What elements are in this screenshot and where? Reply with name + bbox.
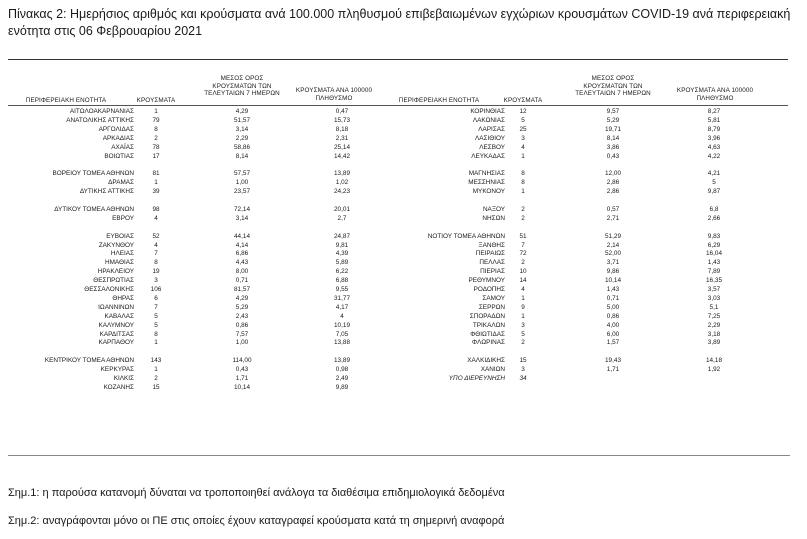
region-cell: ΚΑΛΥΜΝΟΥ [98, 321, 134, 329]
avg-cell: 0,86 [606, 312, 620, 320]
cases-cell: 34 [519, 375, 527, 382]
avg-cell: 57,57 [234, 170, 250, 178]
rate-cell: 6,29 [707, 241, 721, 249]
region-cell: ΜΕΣΣΗΝΙΑΣ [468, 179, 505, 187]
rate-cell: 3,89 [707, 339, 721, 347]
avg-cell: 3,14 [235, 125, 249, 133]
region-cell: ΔΥΤΙΚΗΣ ΑΤΤΙΚΗΣ [79, 188, 134, 196]
header-rate-line2: ΠΛΗΘΥΣΜΟ [315, 94, 353, 102]
avg-cell: 1,00 [235, 339, 249, 347]
region-cell: ΝΗΣΩΝ [482, 214, 505, 222]
region-cell: ΘΕΣΣΑΛΟΝΙΚΗΣ [84, 286, 134, 293]
header-rate-line1: ΚΡΟΥΣΜΑΤΑ ΑΝΑ 100000 [676, 87, 754, 94]
header-avg-line3: ΤΕΛΕΥΤΑΙΩΝ 7 ΗΜΕΡΩΝ [204, 90, 280, 97]
avg-cell: 72,14 [234, 205, 250, 213]
rate-cell: 6,88 [335, 277, 349, 285]
avg-cell: 2,14 [606, 241, 620, 249]
footer-rule [8, 455, 790, 456]
region-cell: ΖΑΚΥΝΘΟΥ [98, 241, 134, 249]
avg-cell: 12,00 [605, 170, 621, 178]
region-cell: ΚΟΖΑΝΗΣ [103, 383, 134, 391]
table-top-rule [8, 59, 788, 60]
avg-cell: 10,14 [605, 277, 621, 285]
rate-cell: 5,89 [335, 259, 349, 267]
cases-cell: 14 [519, 277, 527, 285]
region-cell: ΠΙΕΡΙΑΣ [480, 268, 505, 276]
avg-cell: 8,00 [235, 268, 249, 276]
rate-cell: 3,57 [707, 286, 721, 293]
avg-cell: 0,43 [235, 366, 249, 374]
rate-cell: 7,89 [707, 268, 721, 276]
cases-cell: 9 [521, 303, 525, 311]
cases-cell: 2 [154, 134, 158, 142]
region-cell: ΘΗΡΑΣ [112, 294, 134, 302]
region-cell: ΧΑΛΚΙΔΙΚΗΣ [467, 357, 505, 365]
region-cell: ΘΕΣΠΡΩΤΙΑΣ [93, 277, 134, 285]
note-2: Σημ.2: αναγράφονται μόνο οι ΠΕ στις οποίες έχουν καταγραφεί κρούσματα κατά τη σημερινή αναφορά [8, 515, 505, 527]
region-cell: ΒΟΡΕΙΟΥ ΤΟΜΕΑ ΑΘΗΝΩΝ [52, 170, 134, 178]
rate-cell: 25,14 [334, 143, 350, 151]
cases-cell: 25 [519, 125, 527, 133]
cases-cell: 98 [152, 205, 160, 213]
avg-cell: 4,14 [235, 241, 249, 249]
avg-cell: 1,71 [606, 366, 620, 374]
cases-cell: 5 [154, 321, 158, 329]
cases-cell: 8 [154, 259, 158, 267]
region-cell: ΜΑΓΝΗΣΙΑΣ [468, 170, 505, 178]
cases-cell: 5 [521, 116, 525, 124]
cases-cell: 2 [521, 259, 525, 267]
region-cell: ΕΒΡΟΥ [112, 214, 134, 222]
cases-cell: 15 [152, 383, 160, 391]
rate-cell: 1,02 [335, 179, 349, 187]
region-cell: ΜΥΚΟΝΟΥ [472, 188, 505, 196]
cases-cell: 1 [154, 179, 158, 187]
avg-cell: 5,29 [606, 116, 620, 124]
region-cell: ΚΕΡΚΥΡΑΣ [100, 366, 134, 374]
cases-cell: 2 [154, 375, 158, 382]
avg-cell: 23,57 [234, 188, 250, 196]
avg-cell: 44,14 [234, 232, 250, 240]
rate-cell: 8,27 [707, 108, 721, 115]
header-avg-right [567, 75, 659, 98]
region-cell: ΑΝΑΤΟΛΙΚΗΣ ΑΤΤΙΚΗΣ [66, 116, 134, 124]
region-cell: ΚΟΡΙΝΘΙΑΣ [470, 108, 505, 115]
cases-cell: 4 [521, 143, 525, 151]
region-cell: ΦΛΩΡΙΝΑΣ [471, 339, 505, 347]
rate-cell: 9,55 [335, 286, 349, 293]
region-cell: ΛΕΣΒΟΥ [479, 143, 505, 151]
avg-cell: 0,57 [606, 205, 620, 213]
avg-cell: 2,43 [235, 312, 249, 320]
region-cell: ΑΡΓΟΛΙΔΑΣ [98, 125, 134, 133]
rate-cell: 8,18 [335, 125, 349, 133]
avg-cell: 2,86 [606, 179, 620, 187]
header-rate-line2: ΠΛΗΘΥΣΜΟ [696, 94, 734, 102]
rate-cell: 24,23 [334, 188, 350, 196]
rate-cell: 9,81 [335, 241, 349, 249]
avg-cell: 51,57 [234, 116, 250, 124]
cases-cell: 3 [521, 366, 525, 374]
avg-cell: 0,71 [606, 294, 620, 302]
cases-cell: 5 [521, 330, 525, 338]
cases-cell: 78 [152, 143, 160, 151]
avg-cell: 8,14 [235, 152, 249, 160]
cases-cell: 8 [521, 170, 525, 178]
cases-cell: 17 [152, 152, 160, 160]
region-cell: ΚΑΒΑΛΑΣ [104, 312, 134, 320]
region-cell: ΚΕΝΤΡΙΚΟΥ ΤΟΜΕΑ ΑΘΗΝΩΝ [44, 357, 134, 365]
avg-cell: 1,00 [235, 179, 249, 187]
region-cell: ΗΛΕΙΑΣ [110, 250, 134, 258]
header-rate-left [288, 87, 380, 102]
region-cell: ΑΡΚΑΔΙΑΣ [102, 134, 134, 142]
avg-cell: 5,29 [235, 303, 249, 311]
avg-cell: 3,71 [606, 259, 620, 267]
region-cell: ΣΠΟΡΑΔΩΝ [469, 312, 505, 320]
rate-cell: 16,04 [706, 250, 722, 258]
rate-cell: 13,89 [334, 170, 350, 178]
rate-cell: 4,39 [335, 250, 349, 258]
rate-cell: 20,01 [334, 205, 350, 213]
cases-cell: 51 [519, 232, 527, 240]
rate-cell: 6,22 [335, 268, 349, 276]
header-region-left: ΠΕΡΙΦΕΡΕΙΑΚΗ ΕΝΟΤΗΤΑ [25, 97, 107, 104]
rate-cell: 9,83 [707, 232, 721, 240]
header-cases-right: ΚΡΟΥΣΜΑΤΑ [503, 97, 543, 104]
header-avg-line1: ΜΕΣΟΣ ΟΡΟΣ [591, 75, 635, 82]
region-cell: ΗΜΑΘΙΑΣ [104, 259, 134, 267]
region-cell: ΕΥΒΟΙΑΣ [106, 232, 134, 240]
avg-cell: 8,14 [606, 134, 620, 142]
cases-cell: 1 [154, 108, 158, 115]
cases-cell: 12 [519, 108, 527, 115]
rate-cell: 10,19 [334, 321, 350, 329]
cases-cell: 3 [521, 321, 525, 329]
rate-cell: 0,47 [335, 108, 349, 115]
avg-cell: 4,00 [606, 321, 620, 329]
header-avg-line3: ΤΕΛΕΥΤΑΙΩΝ 7 ΗΜΕΡΩΝ [575, 90, 651, 97]
rate-cell: 16,35 [706, 277, 722, 285]
region-cell: ΚΑΡΔΙΤΣΑΣ [99, 330, 134, 338]
region-cell: ΥΠΟ ΔΙΕΡΕΥΝΗΣΗ [448, 375, 505, 382]
rate-cell: 8,79 [707, 125, 721, 133]
header-avg-line2: ΚΡΟΥΣΜΑΤΩΝ ΤΩΝ [583, 82, 643, 90]
rate-cell: 2,66 [707, 214, 721, 222]
avg-cell: 19,43 [605, 357, 621, 365]
region-cell: ΑΙΤΩΛΟΑΚΑΡΝΑΝΙΑΣ [69, 108, 134, 115]
avg-cell: 58,86 [234, 143, 250, 151]
header-rate-right [665, 87, 765, 102]
region-cell: ΡΕΘΥΜΝΟΥ [468, 277, 505, 285]
avg-cell: 3,86 [606, 143, 620, 151]
avg-cell: 5,00 [606, 303, 620, 311]
avg-cell: 81,57 [234, 286, 250, 293]
region-cell: ΦΘΙΩΤΙΔΑΣ [470, 330, 505, 338]
avg-cell: 7,57 [235, 330, 249, 338]
cases-cell: 143 [150, 357, 162, 365]
rate-cell: 5,1 [709, 303, 719, 311]
rate-cell: 15,73 [334, 116, 350, 124]
region-cell: ΛΑΡΙΣΑΣ [478, 125, 505, 133]
rate-cell: 3,96 [707, 134, 721, 142]
rate-cell: 7,05 [335, 330, 349, 338]
rate-cell: 13,88 [334, 339, 350, 347]
cases-cell: 8 [154, 330, 158, 338]
rate-cell: 14,18 [706, 357, 722, 365]
cases-cell: 6 [154, 294, 158, 302]
rate-cell: 2,49 [335, 375, 349, 382]
cases-cell: 19 [152, 268, 160, 276]
region-cell: ΙΩΑΝΝΙΝΩΝ [98, 303, 134, 311]
rate-cell: 4,17 [335, 303, 349, 311]
region-cell: ΡΟΔΟΠΗΣ [473, 286, 505, 293]
avg-cell: 6,00 [606, 330, 620, 338]
cases-cell: 7 [154, 250, 158, 258]
region-cell: ΝΟΤΙΟΥ ΤΟΜΕΑ ΑΘΗΝΩΝ [427, 232, 505, 240]
region-cell: ΣΑΜΟΥ [482, 294, 505, 302]
avg-cell: 52,00 [605, 250, 621, 258]
cases-cell: 3 [154, 277, 158, 285]
region-cell: ΚΙΛΚΙΣ [113, 375, 134, 382]
cases-cell: 39 [152, 188, 160, 196]
avg-cell: 4,29 [235, 108, 249, 115]
avg-cell: 1,43 [606, 286, 620, 293]
region-cell: ΧΑΝΙΩΝ [480, 366, 505, 374]
cases-cell: 4 [154, 214, 158, 222]
header-avg-left [196, 75, 288, 98]
avg-cell: 2,29 [235, 134, 249, 142]
rate-cell: 2,7 [337, 214, 347, 222]
rate-cell: 1,92 [707, 366, 721, 374]
avg-cell: 0,86 [235, 321, 249, 329]
region-cell: ΗΡΑΚΛΕΙΟΥ [97, 268, 134, 276]
rate-cell: 0,98 [335, 366, 349, 374]
avg-cell: 9,57 [606, 108, 620, 115]
rate-cell: 3,03 [707, 294, 721, 302]
cases-cell: 1 [154, 366, 158, 374]
header-avg-line1: ΜΕΣΟΣ ΟΡΟΣ [220, 75, 264, 82]
cases-cell: 79 [152, 116, 160, 124]
region-cell: ΔΥΤΙΚΟΥ ΤΟΜΕΑ ΑΘΗΝΩΝ [54, 205, 134, 213]
rate-cell: 9,87 [707, 188, 721, 196]
rate-cell: 6,8 [709, 205, 719, 213]
cases-cell: 5 [154, 312, 158, 320]
table-title: Πίνακας 2: Ημερήσιος αριθμός και κρούσματα ανά 100.000 πληθυσμού επιβεβαιωμένων εγχώριων κρουσμάτων COVID-19 ανά περιφερειακή ενότητα στις 06 Φεβρουαρίου 2021 [8, 7, 791, 38]
cases-cell: 106 [150, 286, 162, 293]
cases-cell: 15 [519, 357, 527, 365]
rate-cell: 24,87 [334, 232, 350, 240]
avg-cell: 3,14 [235, 214, 249, 222]
header-avg-line2: ΚΡΟΥΣΜΑΤΩΝ ΤΩΝ [212, 82, 272, 90]
cases-cell: 1 [521, 294, 525, 302]
header-rate-line1: ΚΡΟΥΣΜΑΤΑ ΑΝΑ 100000 [295, 87, 373, 94]
region-cell: ΠΕΛΛΑΣ [479, 259, 505, 267]
rate-cell: 4,63 [707, 143, 721, 151]
rate-cell: 13,89 [334, 357, 350, 365]
rate-cell: 31,77 [334, 294, 350, 302]
region-cell: ΛΕΥΚΑΔΑΣ [471, 152, 505, 160]
region-cell: ΒΟΙΩΤΙΑΣ [104, 152, 134, 160]
rate-cell: 2,31 [335, 134, 349, 142]
cases-cell: 72 [519, 250, 527, 258]
avg-cell: 0,71 [235, 277, 249, 285]
rate-cell: 1,43 [707, 259, 721, 267]
avg-cell: 0,43 [606, 152, 620, 160]
region-cell: ΠΕΙΡΑΙΩΣ [475, 250, 505, 258]
region-cell: ΔΡΑΜΑΣ [108, 179, 134, 187]
avg-cell: 4,29 [235, 294, 249, 302]
cases-cell: 8 [521, 179, 525, 187]
cases-cell: 2 [521, 339, 525, 347]
note-1: Σημ.1: η παρούσα κατανομή δύναται να τροποποιηθεί ανάλογα τα διαθέσιμα επιδημιολογικά δεδομένα [8, 487, 505, 499]
rate-cell: 3,18 [707, 330, 721, 338]
rate-cell: 5 [712, 179, 716, 187]
avg-cell: 2,71 [606, 214, 620, 222]
region-cell: ΞΑΝΘΗΣ [478, 241, 505, 249]
region-cell: ΛΑΚΩΝΙΑΣ [472, 116, 505, 124]
cases-cell: 2 [521, 214, 525, 222]
rate-cell: 4,22 [707, 152, 721, 160]
rate-cell: 14,42 [334, 152, 350, 160]
cases-cell: 1 [154, 339, 158, 347]
avg-cell: 6,86 [235, 250, 249, 258]
region-cell: ΛΑΣΙΘΙΟΥ [474, 134, 505, 142]
cases-cell: 10 [519, 268, 527, 276]
rate-cell: 4 [340, 312, 344, 320]
header-region-right: ΠΕΡΙΦΕΡΕΙΑΚΗ ΕΝΟΤΗΤΑ [398, 97, 480, 104]
rate-cell: 7,25 [707, 312, 721, 320]
rate-cell: 4,21 [707, 170, 721, 178]
cases-cell: 4 [154, 241, 158, 249]
cases-cell: 3 [521, 134, 525, 142]
avg-cell: 9,86 [606, 268, 620, 276]
rate-cell: 2,29 [707, 321, 721, 329]
rate-cell: 5,81 [707, 116, 721, 124]
region-cell: ΑΧΑΪΑΣ [111, 143, 134, 151]
region-cell: ΣΕΡΡΩΝ [478, 303, 505, 311]
avg-cell: 1,71 [235, 375, 249, 382]
header-rule [8, 105, 788, 106]
cases-cell: 4 [521, 286, 525, 293]
cases-cell: 8 [154, 125, 158, 133]
avg-cell: 10,14 [234, 383, 250, 391]
cases-cell: 7 [154, 303, 158, 311]
cases-cell: 52 [152, 232, 160, 240]
region-cell: ΚΑΡΠΑΘΟΥ [98, 339, 134, 347]
avg-cell: 1,57 [606, 339, 620, 347]
cases-cell: 2 [521, 205, 525, 213]
region-cell: ΝΑΞΟΥ [482, 205, 505, 213]
cases-cell: 7 [521, 241, 525, 249]
region-cell: ΤΡΙΚΑΛΩΝ [472, 321, 505, 329]
avg-cell: 2,86 [606, 188, 620, 196]
cases-cell: 81 [152, 170, 160, 178]
avg-cell: 51,29 [605, 232, 621, 240]
avg-cell: 114,00 [232, 357, 252, 365]
cases-cell: 1 [521, 312, 525, 320]
cases-cell: 1 [521, 188, 525, 196]
avg-cell: 4,43 [235, 259, 249, 267]
header-cases-left: ΚΡΟΥΣΜΑΤΑ [136, 97, 176, 104]
avg-cell: 19,71 [605, 125, 621, 133]
cases-cell: 1 [521, 152, 525, 160]
rate-cell: 9,89 [335, 383, 349, 391]
